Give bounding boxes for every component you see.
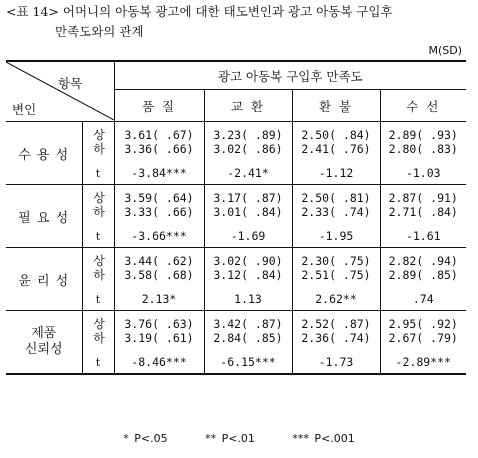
high-low-label: 상 하 [82,122,114,163]
row-group-label: 제품 신뢰성 [6,311,82,375]
header-row-group [6,61,466,90]
cell-value: 2.82( .94) 2.89( .85) [388,254,458,282]
group-header: 광고 아동복 구입후 만족도 [114,61,466,90]
unit-label: M(SD) [428,44,462,57]
table-row [6,122,466,163]
t-value: -1.61 [380,225,466,248]
t-value: 2.62** [292,288,380,311]
note-p001: *** P<.001 [292,432,355,445]
t-value: -3.84*** [114,162,204,185]
t-value: 2.13* [114,288,204,311]
cell-value: 3.76( .63) 3.19( .61) [114,311,204,352]
significance-note [0,432,478,445]
corner-header-variable: 변인 [12,102,37,117]
column-header-repair: 수 선 [380,90,466,122]
column-header-exchange: 교 환 [204,90,292,122]
cell-value: 2.89( .93) 2.80( .83) [388,128,458,156]
cell-value: 3.42( .87) 2.84( .85) [204,311,292,352]
cell-value: 3.02( .90) 3.12( .84) [204,248,292,289]
table-row [6,248,466,289]
table-row [6,185,466,226]
cell-value: 2.52( .87) 2.36( .74) [292,311,380,352]
cell-value: 2.30( .75) 2.51( .75) [292,248,380,289]
table-caption-line1: <표 14> 어머니의 아동복 광고에 대한 태도변인과 광고 아동복 구입후 [6,4,393,19]
t-value: -8.46*** [114,351,204,374]
corner-header-item: 항목 [58,76,83,91]
cell-value: 3.44( .62) 3.58( .68) [114,248,204,289]
t-value: 1.13 [204,288,292,311]
t-label: t [82,351,114,374]
t-value: -1.03 [380,162,466,185]
cell-value: 3.61( .67) 3.36( .66) [114,122,204,163]
table-row [6,311,466,352]
column-header-quality: 품 질 [114,90,204,122]
t-value: -1.73 [292,351,380,374]
t-value: -3.66*** [114,225,204,248]
t-value: -1.95 [292,225,380,248]
cell-value: 2.50( .84) 2.41( .76) [292,122,380,163]
high-low-label: 상 하 [82,185,114,226]
corner-header-cell [6,61,114,122]
t-label: t [82,225,114,248]
t-label: t [82,162,114,185]
cell-value: 2.50( .81) 2.33( .74) [292,185,380,226]
results-table [6,60,466,375]
t-value: -2.89*** [380,351,466,374]
note-p01: ** P<.01 [205,432,255,445]
t-value: .74 [380,288,466,311]
cell-value: 3.17( .87) 3.01( .84) [204,185,292,226]
cell-value: 3.59( .64) 3.33( .66) [114,185,204,226]
t-label: t [82,288,114,311]
column-header-refund: 환 불 [292,90,380,122]
high-low-label: 상 하 [82,248,114,289]
t-value: -2.41* [204,162,292,185]
t-value: -1.69 [204,225,292,248]
t-value: -6.15*** [204,351,292,374]
cell-value: 3.23( .89) 3.02( .86) [204,122,292,163]
note-p05: * P<.05 [123,432,168,445]
row-group-label: 수 용 성 [6,122,82,185]
table-caption-line2: 만족도와의 관계 [55,24,144,39]
row-group-label: 필 요 성 [6,185,82,248]
high-low-label: 상 하 [82,311,114,352]
cell-value: 2.87( .91) 2.71( .84) [388,191,458,219]
t-value: -1.12 [292,162,380,185]
row-group-label: 윤 리 성 [6,248,82,311]
cell-value: 2.95( .92) 2.67( .79) [388,317,458,345]
